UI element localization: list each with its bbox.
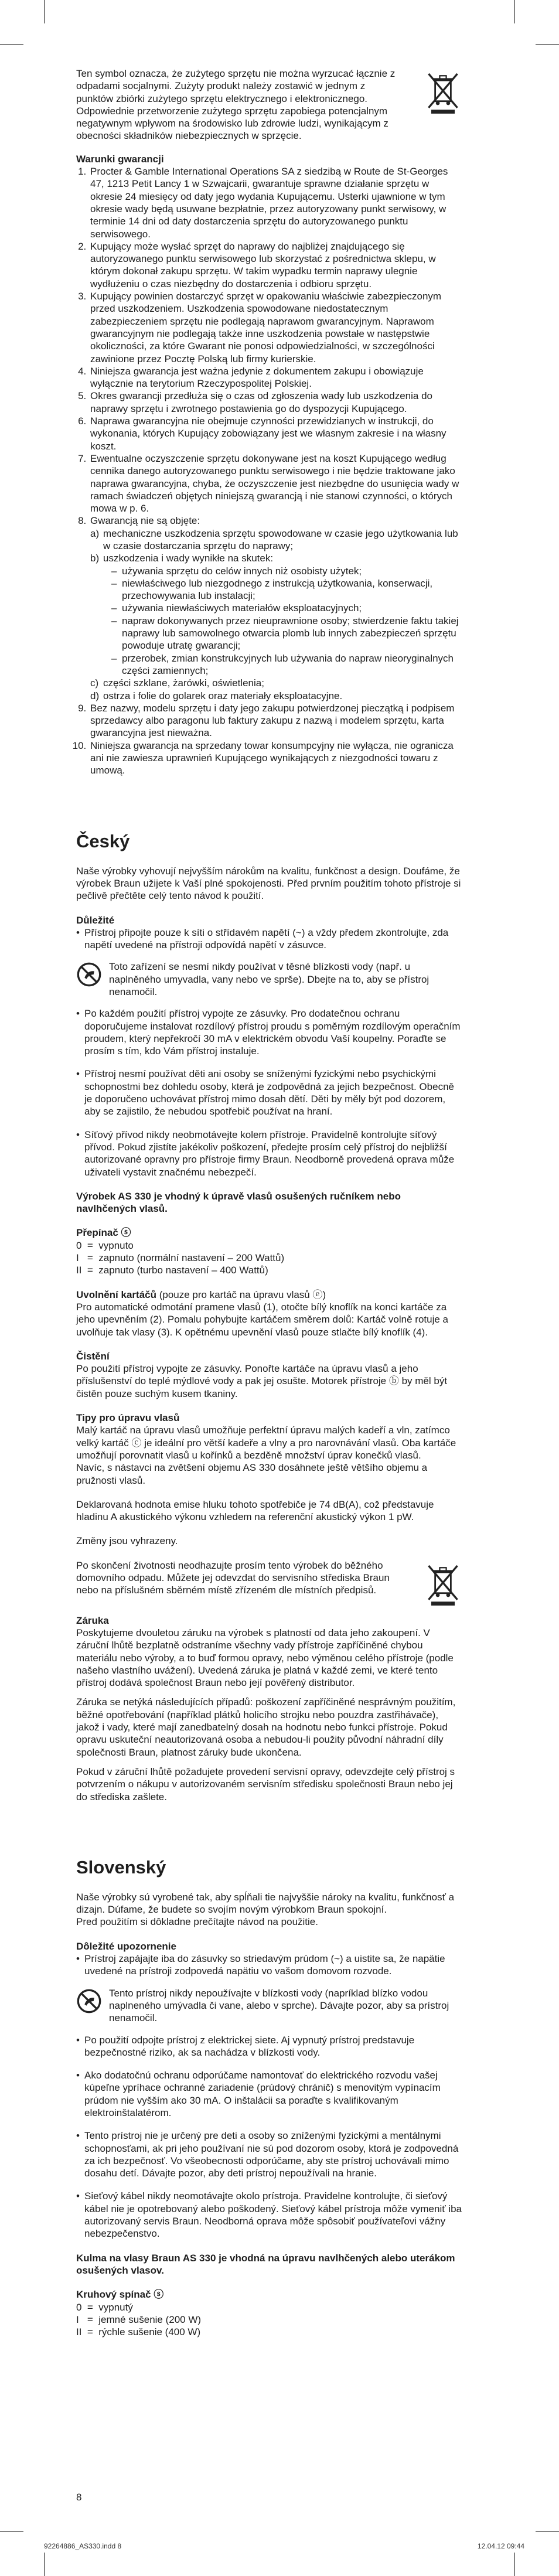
cz-model-title: Výrobek AS 330 je vhodný k úpravě vlasů osušených ručníkem nebo navlhčených vlasů. [76, 1190, 401, 1215]
cz-important-title: Důležité [76, 914, 115, 926]
cz-warranty-text: Poskytujeme dvouletou záruku na výrobek s platností od data jeho zakoupení. V záruční lhůtě bezplatně odstraníme všechny vady přístroje zapříčiněné chybou materiálu nebo výroby, a to buď formou opravy, nebo výměnou celého přístroje (podle našeho vlastního uvážení). Uvedená záruka je platná v každé zemi, ve které tento přístroj dodává společnost Braun nebo její pověřený distributor. [76, 1627, 454, 1689]
cz-clean-title: Čistění [76, 1350, 110, 1362]
cz-warranty-title: Záruka [76, 1614, 109, 1626]
crop-mark [0, 2531, 23, 2532]
pl-warranty-item: 1. Procter & Gamble International Operations SA z siedzibą w Route de St-Georges 47, 1213 Petit Lancy 1 w Szwajcarii, gwarantuje sprawne działanie sprzętu w okresie 24 miesięcy od daty jego wydania Kupującemu. Usterki ujawnione w tym okresie wady będą usuwane bezpłatnie, przez autoryzowany punkt serwisowy, w terminie 14 dni od daty dostarczenia sprzętu do autoryzowanego punktu serwisowego. [89, 165, 463, 240]
cz-changes: Změny jsou vyhrazeny. [76, 1535, 178, 1547]
pl-warranty-item: 6. Naprawa gwarancyjna nie obejmuje czynności przewidzianych w instrukcji, do wykonania, których Kupujący zobowiązany jest we własnym zakresie i na własny koszt. [89, 415, 463, 452]
sk-safety-item: • Tento prístroj nie je určený pre deti a osoby so zníženými fyzickými a mentálnymi schopnosťami, ak pri jeho používaní nie sú pod dozorom osoby, ktorá je zodpovedná za ich bezpečnosť. Vo všeobecnosti odporúčame, aby ste prístroj uchovávali mimo dosahu detí. Dávajte pozor, aby deti prístroj nepoužívali na hranie. [84, 2129, 463, 2179]
crop-mark [536, 2531, 559, 2532]
pl-warranty-item: 10. Niniejsza gwarancja na sprzedany towar konsumpcyjny nie wyłącza, nie ogranicza ani nie zawiesza uprawnień Kupującego wynikających z niezgodności towaru z umową. [89, 740, 463, 777]
sk-safety-list-2 [76, 2034, 463, 2240]
pl-dash-item: – używania sprzętu do celów innych niż osobisty użytek; [122, 565, 463, 577]
sk-safety-item: • Prístroj zapájajte iba do zásuvky so striedavým prúdom (~) a uistite sa, že napätie uvedené na prístroji zodpovedá napätiu vo vašom domovom rozvode. [84, 1953, 463, 1978]
sk-intro: Naše výrobky sú vyrobené tak, aby spĺňali tie najvyššie nároky na kvalitu, funkčnosť a dizajn. Dúfame, že budete so svojím novým výrobkom Braun spokojní. Pred použitím si dôkladne prečítajte návod na použitie. [76, 1891, 455, 1928]
cz-safety-item: • Přístroj nesmí používat děti ani osoby se sníženými fyzickými nebo psychickými schopnostmi bez dohledu osoby, která je zodpovědná za jejich bezpečnost. Obecně je doporučeno uchovávat přístroj mimo dosah dětí. Děti by měly být pod dozorem, aby se zajistilo, že nebudou spotřebič používat na hraní. [84, 1068, 463, 1117]
sk-safety-item: • Sieťový kábel nikdy neomotávajte okolo prístroja. Pravidelne kontrolujte, či sieťový kábel nie je opotrebovaný alebo poškodený. Sieťový kábel prístroja môže vymeniť iba autorizovaný servis Braun. Neodborná oprava môže spôsobiť používateľovi vážny nebezpečenstvo. [84, 2190, 463, 2240]
cz-noise: Deklarovaná hodnota emise hluku tohoto spotřebiče je 74 dB(A), což představuje hladinu A akustického výkonu vzhledem na referenční akustický výkon 1 pW. [76, 1498, 434, 1523]
cz-warning-text: Toto zařízení se nesmí nikdy používat v těsné blízkosti vody (např. u naplněného umyvadla, vany nebo ve sprše). Dbejte na to, aby se přístroj nenamočil. [109, 961, 430, 997]
sk-warning-text: Tento prístroj nikdy nepoužívajte v blízkosti vody (napríklad blízko vodou naplneného umývadla či vane, alebo v sprche). Dávajte pozor, aby sa prístroj nenamočil. [109, 1987, 449, 2024]
sk-safety-list [76, 1953, 463, 1978]
cz-intro: Naše výrobky vyhovují nejvyšším nárokům na kvalitu, funkčnost a design. Doufáme, že výrobek Braun užijete k Vaší plné spokojenosti. Před prvním použitím tohoto přístroje si pečlivě přečtěte celý tento návod k použití. [76, 865, 461, 902]
pl-warranty-item: 9. Bez nazwy, modelu sprzętu i daty jego zakupu potwierdzonej pieczątką i podpisem sprzedawcy albo paragonu lub faktury zakupu z nazwą i modelem sprzętu, karta gwarancyjna jest nieważna. [89, 702, 463, 740]
cz-water-warning [76, 960, 463, 998]
crop-mark [514, 2553, 515, 2576]
cz-safety-item: • Přístroj připojte pouze k síti o střídavém napětí (~) a vždy předem zkontrolujte, zda napětí uvedené na přístroji odpovídá napětí v zásuvce. [84, 926, 463, 952]
sk-switch-line: II = rýchle sušenie (400 W) [76, 2326, 201, 2338]
cz-release-text: (pouze pro kartáč na úpravu vlasů ⓔ) Pro automatické odmotání pramene vlasů (1), otočte bílý knoflík na konci kartáče za jeho upevněním (2). Pomalu pohybujte kartáčem směrem dolů: Kartáč volně rotuje a uvolňuje tak vlasy (3). K opětnému upevnění vlasů pouze stlačte bílý knoflík (4). [76, 1289, 448, 1338]
pl-dash-item: – używania niewłaściwych materiałów eksploatacyjnych; [122, 602, 463, 614]
footer-timestamp: 12.04.12 09:44 [477, 2542, 524, 2550]
crop-mark [514, 0, 515, 23]
cz-switch-line: II = zapnuto (turbo nastavení – 400 Wattů) [76, 1265, 268, 1276]
sk-switch-line: I = jemné sušenie (200 W) [76, 2313, 202, 2325]
sk-important-title: Dôležité upozornenie [76, 1940, 176, 1952]
cz-tips-text: Malý kartáč na úpravu vlasů umožňuje perfektní úpravu malých kadeří a vln, zatímco velký kartáč ⓒ je ideální pro větší kadeře a vlny a pro narovnávání vlasů. Oba kartáče umožňují porovnatit vlasů u kořínků a bezděně množství úprav konečků vlasů. Navíc, s nástavci na zvětšení objemu AS 330 dosáhnete ještě většího objemu a pružnosti vlasů. [76, 1425, 456, 1486]
pl-warranty-item: 2. Kupujący może wysłać sprzęt do naprawy do najbliżej znajdującego się autoryzowanego punktu serwisowego lub skorzystać z pośrednictwa sklepu, w którym dokonał zakupu sprzętu. W takim wypadku termin naprawy ulegnie wydłużeniu o czas niezbędny do dostarczenia i odbioru sprzętu. [89, 240, 463, 290]
crop-mark [0, 44, 23, 45]
cz-tips-title: Tipy pro úpravu vlasů [76, 1412, 180, 1424]
cz-disposal [76, 1559, 463, 1606]
crop-mark [44, 0, 45, 23]
pl-warranty-list [76, 165, 463, 777]
pl-warranty-item [89, 514, 463, 701]
weee-text: Ten symbol oznacza, że zużytego sprzętu nie można wyrzucać łącznie z odpadami socjalnymi. Zużyty produkt należy zostawić w jednym z punktów zbiórki zużytego sprzętu elektrycznego i elektronicznego. Odpowiednie przetworzenie zużytego sprzętu zapobiega potencjalnym negatywnym wpływom na środowisko lub zdrowie ludzi, wynikającym z obecności składników niebezpiecznych w sprzęcie. [76, 68, 396, 142]
cz-switch-line: I = zapnuto (normální nastavení – 200 Wattů) [76, 1252, 285, 1264]
page-number: 8 [76, 2492, 82, 2503]
no-water-icon [76, 1988, 102, 2014]
pl-dash-item: – niewłaściwego lub niezgodnego z instrukcją użytkowania, konserwacji, przechowywania lub instalacji; [122, 577, 463, 602]
pl-item8-a: a) mechaniczne uszkodzenia sprzętu spowodowane w czasie jego użytkowania lub w czasie dostarczania sprzętu do naprawy; [90, 527, 458, 551]
sk-model-title: Kulma na vlasy Braun AS 330 je vhodná na úpravu navlhčených alebo uterákom osušených vlasov. [76, 2252, 455, 2276]
cz-switch-line: 0 = vypnuto [76, 1239, 134, 1251]
pl-item8-sublist [90, 527, 463, 702]
cz-release-paragraph [76, 1289, 463, 1338]
pl-dash-item: – napraw dokonywanych przez nieuprawnione osoby; stwierdzenie faktu takiej naprawy lub samowolnego otwarcia plomb lub innych zabezpieczeń sprzętu powoduje utratę gwarancji; [122, 615, 463, 652]
cz-safety-list [76, 926, 463, 952]
weee-notice [76, 67, 463, 142]
pl-item8-b: b) uszkodzenia i wady wynikłe na skutek: – używania sprzętu do celów innych niż osobisty użytek; – niewłaściwego lub niezgodnego z instrukcją użytkowania, konserwacji, przechowywania lub instalacji; – używania niewłaściwych materiałów eksploatacyjnych; – napraw dokonywanych przez nieuprawnione osoby; stwierdzenie faktu takiej naprawy lub samowolnego otwarcia plomb lub innych zabezpieczeń sprzętu powoduje utratę gwarancji; – przerobek, zmian konstrukcyjnych lub używania do napraw nieoryginalnych części zamiennych; [103, 552, 463, 677]
crossed-bin-icon [423, 1560, 463, 1606]
cz-safety-item: • Síťový přívod nikdy neobmotávejte kolem přístroje. Pravidelně kontrolujte síťový přívod. Pokud zjistíte jakékoliv poškození, předejte prosím celý přístroj do nejbližší autorizované opravny pro přístroje firmy Braun. Neodborně provedená oprava může uživateli vystavit značnému nebezpečí. [84, 1129, 463, 1178]
sk-safety-item: • Po použití odpojte prístroj z elektrickej siete. Aj vypnutý prístroj predstavuje bezpečnostné riziko, ak sa nachádza v blízkosti vody. [84, 2034, 463, 2059]
crossed-bin-icon [423, 69, 463, 114]
pl-item8-c: c) części szklane, żarówki, oświetlenia; [90, 677, 264, 689]
pl-dash-item: – przerobek, zmian konstrukcyjnych lub używania do napraw nieoryginalnych części zamiennych; [122, 652, 463, 677]
cz-safety-item: • Po každém použití přístroj vypojte ze zásuvky. Pro dodatečnou ochranu doporučujeme instalovat rozdílový přístroj proudu s poměrným rozdílovým operačním proudem, který nepřekročí 30 mA v elektrickém obvodu Vaší koupelny. Poraďte se prosím s tím, kdo Vám přístroj instaluje. [84, 1007, 463, 1057]
print-footer [44, 2542, 524, 2550]
cz-section-title: Český [76, 830, 130, 851]
sk-switch-line: 0 = vypnutý [76, 2301, 133, 2313]
pl-item8-d: d) ostrza i folie do golarek oraz materiały eksploatacyjne. [90, 690, 343, 701]
pl-warranty-item: 3. Kupujący powinien dostarczyć sprzęt w opakowaniu właściwie zabezpieczonym przed uszkodzeniem. Uszkodzenia spowodowane niedostatecznym zabezpieczeniem sprzętu nie podlegają naprawom gwarancyjnym. Naprawom gwarancyjnym nie podlegają także inne uszkodzenia powstałe w następstwie okoliczności, za które Gwarant nie ponosi odpowiedzialności, w szczególności zawinione przez Pocztę Polską lub firmy kurierskie. [89, 290, 463, 365]
sk-water-warning [76, 1987, 463, 2025]
footer-file: 92264886_AS330.indd 8 [44, 2542, 122, 2550]
sk-safety-item: • Ako dodatočnú ochranu odporúčame namontovať do elektrického rozvodu vašej kúpeľne ypríhace ochranné zariadenie (prúdový chránič) s menovitým vypínacím prúdom nie vyšším ako 30 mA. O inštalácii sa poraďte s kvalifikovaným elektroinštalatérom. [84, 2069, 463, 2119]
pl-warranty-item: 4. Niniejsza gwarancja jest ważna jedynie z dokumentem zakupu i obowiązuje wyłącznie na terytorium Rzeczypospolitej Polskiej. [89, 365, 463, 390]
sk-switch-title: Kruhový spínač ⓢ [76, 2289, 164, 2301]
cz-disposal-text: Po skončení životnosti neodhazujte prosím tento výrobek do běžného domovního odpadu. Můžete jej odevzdat do servisního střediska Braun nebo na příslušném sběrném místě zřízeném dle místních předpisů. [76, 1559, 390, 1596]
crop-mark [536, 44, 559, 45]
cz-release-title: Uvolnění kartáčů [76, 1289, 156, 1300]
pl-item8-intro: Gwarancją nie są objęte: [90, 515, 200, 527]
crop-mark [44, 2553, 45, 2576]
pl-warranty-title: Warunki gwarancji [76, 153, 164, 165]
pl-warranty-item: 7. Ewentualne oczyszczenie sprzętu dokonywane jest na koszt Kupującego według cennika danego autoryzowanego punktu serwisowego i nie będzie traktowane jako naprawa gwarancyjna, chyba, że oczyszczenie jest niezbędne do usunięcia wady w ramach świadczeń objętych niniejszą gwarancją i nie stanowi czynności, o których mowa w p. 6. [89, 452, 463, 514]
cz-warranty-text: Pokud v záruční lhůtě požadujete provedení servisní opravy, odevzdejte celý přístroj s potvrzením o nákupu v autorizovaném servisním středisku společnosti Braun nebo jej do střediska zašlete. [76, 1766, 455, 1802]
cz-switch-title: Přepínač ⓢ [76, 1227, 131, 1239]
sk-section-title: Slovenský [76, 1856, 166, 1878]
pl-warranty-item: 5. Okres gwarancji przedłuża się o czas od zgłoszenia wady lub uszkodzenia do naprawy sprzętu i zwrotnego postawienia go do dyspozycji Kupującego. [89, 390, 463, 415]
cz-clean-text: Po použití přístroj vypojte ze zásuvky. Ponořte kartáče na úpravu vlasů a jeho příslušenství do teplé mýdlové vody a pak jej osušte. Motorek přístroje ⓑ by měl být čistěn pouze suchým kusem tkaniny. [76, 1363, 448, 1399]
no-water-icon [76, 962, 102, 987]
cz-warranty-text: Záruka se netýká následujících případů: poškození zapříčiněné nesprávným použitím, běžné opotřebování (například plátků holicího strojku nebo pouzdra zastřihávače), jakož i vady, které mají zanedbatelný dosah na hodnotu nebo funkci přístroje. Pokud opravu uskuteční neautorizovaná osoba a nebudou-li použity původní náhradní díly společnosti Braun, platnost záruky bude ukončena. [76, 1696, 456, 1758]
manual-page [76, 67, 463, 2338]
cz-safety-list-2 [76, 1007, 463, 1178]
pl-item8-b-list [103, 565, 463, 677]
